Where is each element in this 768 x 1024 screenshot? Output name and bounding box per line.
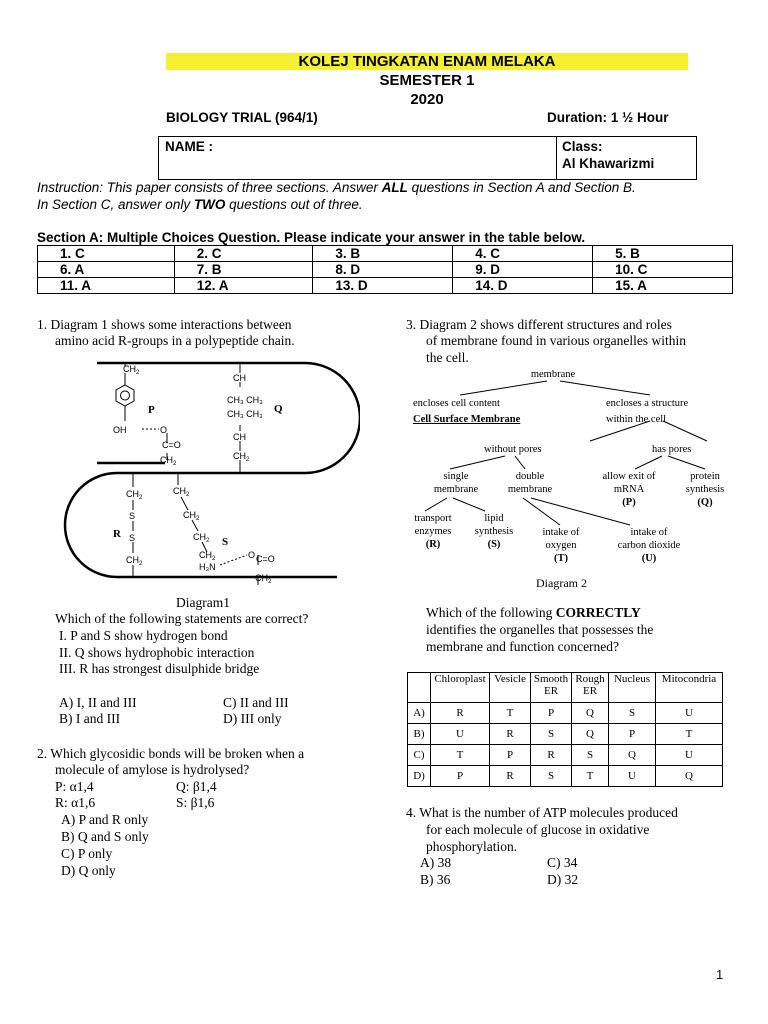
label-p: P bbox=[148, 404, 155, 416]
tree-text: transport bbox=[414, 513, 452, 524]
ch-label: CH bbox=[233, 373, 246, 383]
q1-text-line1: 1. Diagram 1 shows some interactions between bbox=[37, 317, 292, 332]
tree-text: intake of bbox=[542, 527, 580, 538]
sulfur-label: S bbox=[129, 511, 136, 521]
table-row bbox=[408, 724, 723, 745]
instruction-line1 bbox=[37, 180, 737, 195]
ch2-label: $CH_2$ bbox=[173, 486, 190, 498]
tree-without-pores: without pores bbox=[484, 444, 542, 455]
answer-cell: 11. A bbox=[38, 278, 175, 294]
q4-option-c: C) 34 bbox=[547, 855, 578, 870]
q4-option-b: B) 36 bbox=[420, 872, 451, 887]
ch2-label: $CH_2$ bbox=[126, 555, 143, 567]
table-cell: T bbox=[656, 724, 723, 745]
year: 2020 bbox=[410, 91, 444, 108]
table-cell: D) bbox=[408, 766, 431, 787]
q3-ask-text: Which of the following bbox=[426, 605, 556, 620]
diagram-1-caption: Diagram1 bbox=[176, 595, 230, 610]
q2-bond-r: R: α1,6 bbox=[55, 795, 96, 810]
table-cell: U bbox=[609, 766, 656, 787]
instruction-text: Instruction: This paper consists of three sections. Answer bbox=[37, 180, 382, 195]
label-s: S bbox=[222, 536, 229, 548]
instruction-text: questions out of three. bbox=[225, 197, 363, 212]
tree-text: double bbox=[515, 471, 545, 482]
tree-lipid-synthesis bbox=[466, 512, 522, 551]
instruction-two: TWO bbox=[193, 197, 226, 212]
tree-root: membrane bbox=[530, 369, 576, 380]
q3-ask-line2: identifies the organelles that possesses the bbox=[426, 622, 654, 637]
header-cell: Rough ER bbox=[572, 673, 609, 703]
name-label: NAME : bbox=[165, 139, 213, 154]
tree-text: (S) bbox=[487, 539, 501, 550]
table-cell: P bbox=[531, 703, 572, 724]
answer-row bbox=[38, 246, 733, 262]
tree-text: (R) bbox=[425, 539, 441, 550]
tree-cell-surface: Cell Surface Membrane bbox=[413, 414, 521, 425]
table-cell: S bbox=[572, 745, 609, 766]
tree-allow-exit bbox=[590, 470, 668, 509]
q1-statement: II. Q shows hydrophobic interaction bbox=[59, 645, 255, 660]
c-eq-o-label: C=O bbox=[162, 440, 181, 450]
header-cell: Nucleus bbox=[609, 673, 656, 703]
answer-cell: 3. B bbox=[313, 246, 453, 262]
tree-text: allow exit of bbox=[602, 471, 656, 482]
diagram-2-caption: Diagram 2 bbox=[536, 576, 587, 590]
tree-transport-enzymes bbox=[404, 512, 462, 551]
paper-title: BIOLOGY TRIAL (964/1) bbox=[166, 110, 318, 125]
h3n-label: H₃N bbox=[199, 562, 216, 572]
q2-bond-q: Q: β1,4 bbox=[176, 779, 217, 794]
college-name: KOLEJ TINGKATAN ENAM MELAKA bbox=[298, 53, 556, 70]
tree-text: synthesis bbox=[685, 484, 725, 495]
table-cell: C) bbox=[408, 745, 431, 766]
benzene-ring-center bbox=[121, 391, 130, 400]
q2-option-d: D) Q only bbox=[61, 863, 116, 878]
answer-row bbox=[38, 278, 733, 294]
answer-cell: 12. A bbox=[174, 278, 313, 294]
q1-option-a: A) I, II and III bbox=[59, 695, 137, 710]
header-cell: Smooth ER bbox=[531, 673, 572, 703]
q3-text-line2: of membrane found in various organelles within bbox=[426, 333, 686, 348]
header-cell bbox=[408, 673, 431, 703]
table-cell: U bbox=[656, 703, 723, 724]
tree-text: mRNA bbox=[613, 484, 645, 495]
table-cell: R bbox=[490, 766, 531, 787]
table-cell: U bbox=[656, 745, 723, 766]
o-label: O bbox=[160, 425, 168, 435]
q1-statement: I. P and S show hydrogen bond bbox=[59, 628, 228, 643]
table-cell: T bbox=[572, 766, 609, 787]
tree-text: membrane bbox=[433, 484, 479, 495]
diagram-1-polypeptide bbox=[55, 355, 360, 595]
ch2-label: $CH_2$ bbox=[126, 489, 143, 501]
tree-text: single bbox=[443, 471, 469, 482]
ch3-label: CH₃ CH₃ bbox=[227, 395, 263, 405]
q2-text-line1: 2. Which glycosidic bonds will be broken when a bbox=[37, 746, 305, 761]
tree-text: carbon dioxide bbox=[617, 540, 681, 551]
q2-bond-p: P: α1,4 bbox=[55, 779, 94, 794]
ch2-label: $CH_2$ bbox=[199, 550, 216, 562]
table-cell: Q bbox=[656, 766, 723, 787]
table-cell: A) bbox=[408, 703, 431, 724]
table-cell: P bbox=[490, 745, 531, 766]
q4-text-line3: phosphorylation. bbox=[426, 839, 518, 854]
table-cell: U bbox=[431, 724, 490, 745]
answer-cell: 2. C bbox=[174, 246, 313, 262]
table-cell: Q bbox=[572, 724, 609, 745]
q3-ask-line3: membrane and function concerned? bbox=[426, 639, 620, 654]
ch2-label: $CH_2$ bbox=[193, 532, 210, 544]
q1-text-line2: amino acid R-groups in a polypeptide chain. bbox=[55, 333, 295, 348]
box-divider bbox=[556, 137, 557, 179]
table-cell: B) bbox=[408, 724, 431, 745]
tree-double-membrane bbox=[497, 470, 563, 496]
table-cell: Q bbox=[609, 745, 656, 766]
ch2-label: $CH_2$ bbox=[255, 573, 272, 585]
answer-cell: 5. B bbox=[593, 246, 733, 262]
tree-left: encloses cell content bbox=[413, 398, 500, 409]
table-cell: R bbox=[490, 724, 531, 745]
tree-single-membrane bbox=[425, 470, 487, 496]
tree-right: within the cell bbox=[606, 414, 667, 425]
class-label: Class: bbox=[562, 139, 603, 154]
answer-cell: 7. B bbox=[174, 262, 313, 278]
tree-text: protein bbox=[690, 471, 720, 482]
q3-text-line1: 3. Diagram 2 shows different structures and roles bbox=[406, 317, 672, 332]
tree-has-pores: has pores bbox=[652, 444, 692, 455]
o-label: O bbox=[248, 550, 256, 560]
answer-cell: 10. C bbox=[593, 262, 733, 278]
tree-text: (U) bbox=[641, 553, 657, 564]
instruction-line2 bbox=[37, 197, 737, 212]
tree-text: (P) bbox=[622, 497, 636, 508]
class-value: Al Khawarizmi bbox=[562, 156, 655, 171]
q1-statement: III. R has strongest disulphide bridge bbox=[59, 661, 260, 676]
table-cell: Q bbox=[572, 703, 609, 724]
answer-cell: 14. D bbox=[453, 278, 593, 294]
ch2-label: $CH_2$ bbox=[233, 451, 250, 463]
label-q: Q bbox=[274, 403, 283, 415]
answer-cell: 4. C bbox=[453, 246, 593, 262]
tree-protein-synthesis bbox=[675, 470, 735, 509]
tree-text: synthesis bbox=[474, 526, 514, 537]
tree-intake-co2 bbox=[605, 526, 693, 565]
name-class-box bbox=[158, 136, 697, 180]
instruction-text: questions in Section A and Section B. bbox=[407, 180, 636, 195]
header-cell: Mitocondria bbox=[656, 673, 723, 703]
ch-label: CH bbox=[233, 432, 246, 442]
label-r: R bbox=[113, 528, 121, 540]
sulfur-label: S bbox=[129, 533, 136, 543]
answer-cell: 1. C bbox=[38, 246, 175, 262]
oh-label: OH bbox=[113, 425, 127, 435]
table-cell: P bbox=[431, 766, 490, 787]
ch2-label: $CH_2$ bbox=[123, 364, 140, 376]
table-cell: S bbox=[531, 724, 572, 745]
header-cell: Vesicle bbox=[490, 673, 531, 703]
q2-bond-s: S: β1,6 bbox=[176, 795, 215, 810]
hydrogen-bond-s bbox=[220, 555, 247, 565]
q1-option-d: D) III only bbox=[223, 711, 282, 726]
tree-text: lipid bbox=[484, 513, 504, 524]
table-cell: S bbox=[531, 766, 572, 787]
answer-row bbox=[38, 262, 733, 278]
q3-ask-line1 bbox=[426, 605, 641, 622]
semester: SEMESTER 1 bbox=[379, 72, 475, 89]
q2-option-b: B) Q and S only bbox=[61, 829, 149, 844]
q4-text-line2: for each molecule of glucose in oxidative bbox=[426, 822, 650, 837]
q1-ask: Which of the following statements are correct? bbox=[55, 611, 309, 626]
tree-text: intake of bbox=[630, 527, 668, 538]
answer-cell: 9. D bbox=[453, 262, 593, 278]
benzene-ring bbox=[116, 385, 134, 406]
instruction-all: ALL bbox=[381, 180, 408, 195]
instruction-text: In Section C, answer only bbox=[37, 197, 194, 212]
table-row bbox=[408, 745, 723, 766]
table-cell: T bbox=[431, 745, 490, 766]
table-cell: T bbox=[490, 703, 531, 724]
ch2-label: $CH_2$ bbox=[160, 455, 177, 467]
section-a-heading: Section A: Multiple Choices Question. Please indicate your answer in the table below. bbox=[37, 230, 586, 245]
q3-ask-bold: CORRECTLY bbox=[555, 605, 641, 620]
q1-option-c: C) II and III bbox=[223, 695, 289, 710]
answer-table bbox=[37, 245, 733, 294]
tree-text: oxygen bbox=[545, 540, 577, 551]
q4-text-line1: 4. What is the number of ATP molecules produced bbox=[406, 805, 678, 820]
table-cell: R bbox=[531, 745, 572, 766]
answer-cell: 6. A bbox=[38, 262, 175, 278]
q1-option-b: B) I and III bbox=[59, 711, 121, 726]
tree-text: membrane bbox=[507, 484, 553, 495]
organelle-table-header bbox=[408, 673, 723, 703]
q2-option-c: C) P only bbox=[61, 846, 113, 861]
q2-text-line2: molecule of amylose is hydrolysed? bbox=[55, 762, 250, 777]
tree-intake-oxygen bbox=[532, 526, 590, 565]
answer-cell: 13. D bbox=[313, 278, 453, 294]
header-cell: Chloroplast bbox=[431, 673, 490, 703]
table-cell: P bbox=[609, 724, 656, 745]
duration: Duration: 1 ½ Hour bbox=[547, 110, 669, 125]
q2-option-a: A) P and R only bbox=[61, 812, 149, 827]
table-row bbox=[408, 766, 723, 787]
organelle-table bbox=[407, 672, 723, 787]
table-cell: S bbox=[609, 703, 656, 724]
tree-right: encloses a structure bbox=[606, 398, 689, 409]
q3-text-line3: the cell. bbox=[426, 350, 469, 365]
table-row bbox=[408, 703, 723, 724]
tree-text: (T) bbox=[554, 553, 568, 564]
answer-cell: 8. D bbox=[313, 262, 453, 278]
polypeptide-backbone bbox=[65, 363, 360, 577]
q4-option-a: A) 38 bbox=[420, 855, 452, 870]
tree-text: enzymes bbox=[414, 526, 452, 537]
c-eq-o-label: C=O bbox=[256, 554, 275, 564]
answer-cell: 15. A bbox=[593, 278, 733, 294]
table-cell: R bbox=[431, 703, 490, 724]
q4-option-d: D) 32 bbox=[547, 872, 579, 887]
page-number: 1 bbox=[716, 967, 724, 982]
ch3-label: CH₃ CH₃ bbox=[227, 409, 263, 419]
tree-text: (Q) bbox=[697, 497, 713, 508]
ch2-label: $CH_2$ bbox=[183, 510, 200, 522]
